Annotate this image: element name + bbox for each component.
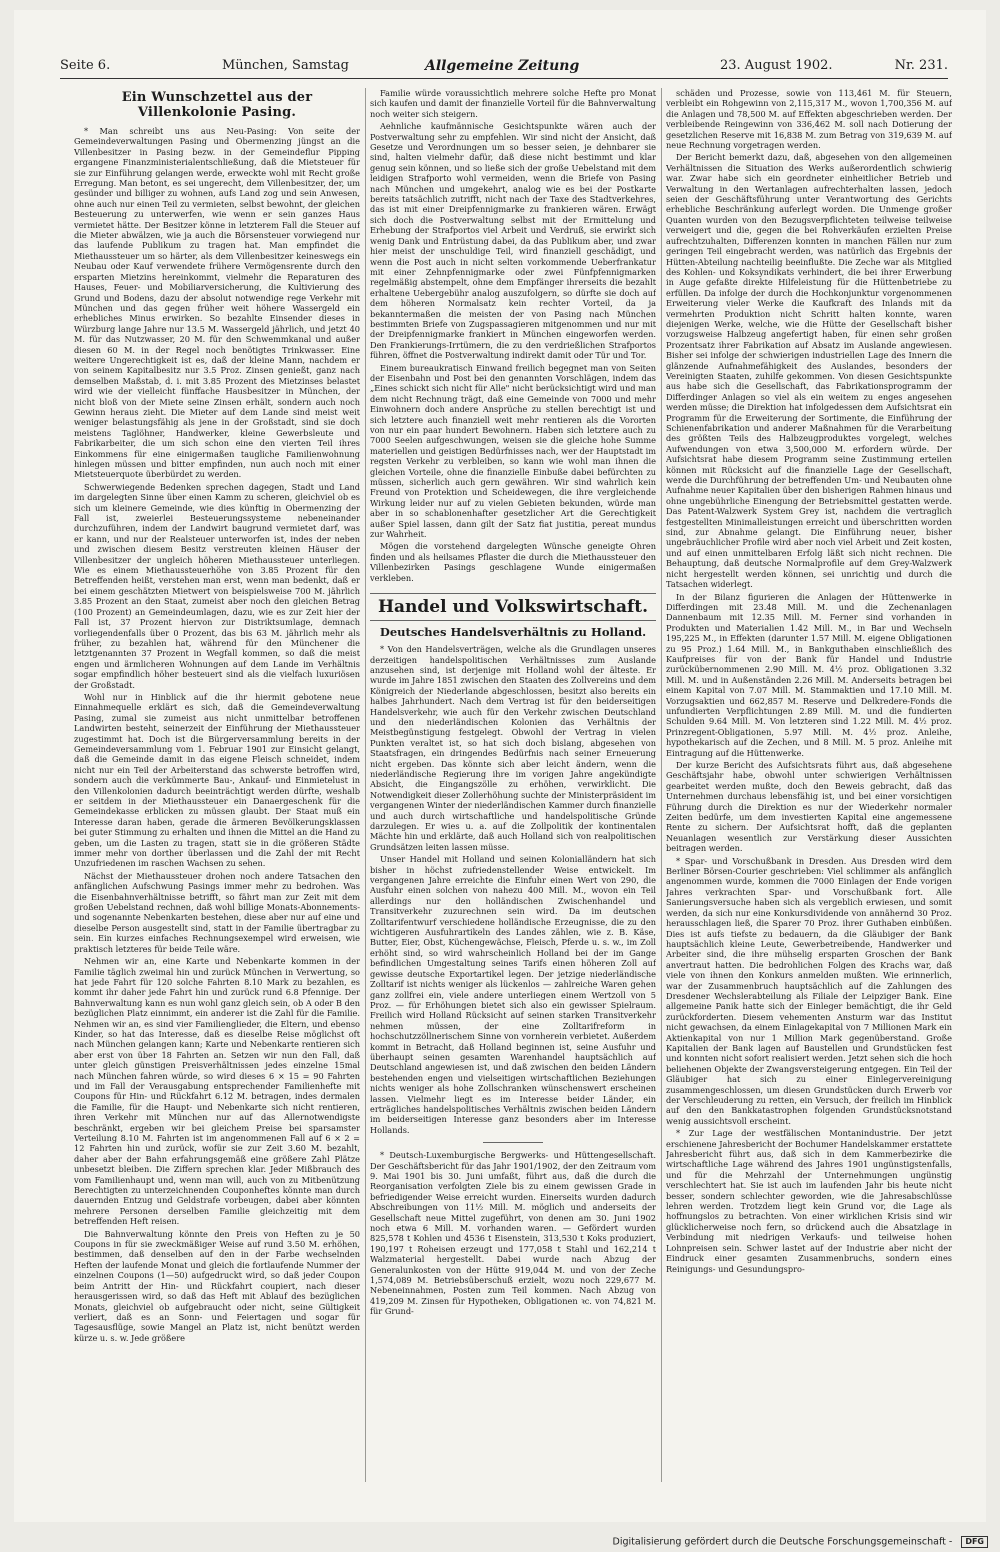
newspaper-title: Allgemeine Zeitung bbox=[425, 58, 580, 74]
column-divider bbox=[365, 88, 366, 1482]
column-2 bbox=[370, 88, 656, 1482]
separator-rule bbox=[483, 1142, 543, 1143]
article-paragraph: * Man schreibt uns aus Neu-Pasing: Von seite der Gemeindeverwaltungen Pasing und Obermenzing jüngst an die Villenbesitzer in Pasing bezw. in der Gemeindeflur Pipping ergangene Finanzministerialentschließung, daß die Mietsteuer für sie zur Einführung gelangen werde, erweckte wohl mit Recht große Erregung. Man betont, es sei ungerecht, dem Villenbesitzer, der, um gesünder und billiger zu wohnen, aufs Land zog und sein Anwesen, ohne auch nur einen Teil zu vermieten, selbst bewohnt, der gleichen Besteuerung zu unterwerfen, wie wenn er sein ganzes Haus vermietet hätte. Der Besitzer könne in letzterem Fall die Steuer auf die Mieter abwälzen, wie ja auch die Börsensteuer vorwiegend nur das laufende Publikum zu tragen hat. Man empfindet die Miethaussteuer um so härter, als dem Villenbesitzer keineswegs ein Neubau oder Kauf verwendete frühere Vermögensrente durch den ersparten Mietzins hereinkommt, vielmehr die Reparaturen des Hauses, Feuer- und Mobiliarversicherung, die Kultivierung des Grund und Bodens, dazu der absolut notwendige rege Verkehr mit München und das gegen früher weit höhere Wassergeld ein erhebliches Minus erwirken. So bezahlte Einsender dieses in Würzburg lange Jahre nur 13.5 M. Wassergeld jährlich, und jetzt 40 M. für das Nutzwasser, 20 M. für den Schwemmkanal und außer diesen 60 M. in der Regel noch benötigtes Trinkwasser. Eine weitere Ungerechtigkeit ist es, daß der kleine Mann, nachdem er von seinem Kapitalbesitz nur 3.5 Proz. Zinsen genießt, ganz nach demselben Maßstab, d. i. mit 3.85 Prozent des Mietzinses belastet wird wie der vielleicht fünffache Hausbesitzer in München, der nicht bloß von der Miete seine Zinsen erhält, sondern auch noch Gewinn heraus zieht. Die Mieter auf dem Lande sind meist weit weniger belastungsfähig als jene in der Großstadt, sind sie doch meistens Taglöhner, Handwerker, kleine Gewerbsleute und Fabrikarbeiter, die um sich schon eine den vierten Teil ihres Einkommens für eine einigermaßen taugliche Familienwohnung hinlegen müssen und bitter empfinden, nun auch noch mit einer Mietsteuerquote überbürdet zu werden. bbox=[74, 126, 360, 480]
article-paragraph: Der Bericht bemerkt dazu, daß, abgesehen von den allgemeinen Verhältnissen die Situation des Werks außerordentlich schwierig war. Zwar habe sich ein geordneter einheitlicher Betrieb und Verwaltung in den Wertanlagen aufrechterhalten lassen, jedoch seien der Geschäftsführung unter Verantwortung des Gerichts erhebliche Beschränkung auferlegt worden. Die Unmenge großer Quanten wurden von den Bezugsverpflichteten teilweise teilweise verweigert und die, gegen die bei Rohverkäufen erzielten Preise aufrechtzuhalten, Differenzen konnten in manchen Fällen nur zum geringen Teil eingebracht werden, was natürlich das Ergebnis der Hütten-Abteilung nachteilig beeinflußte. Die Zeche war als Mitglied des Kohlen- und Koksyndikats verhindert, die bei ihrer Erwerbung in Auge gefaßte direkte Hilfeleistung für die Hüttenbetriebe zu erfüllen. Da infolge der durch die Hochkonjunktur vorgenommenen Erweiterung vieler Werke die Kaufkraft des Inlands mit da vermehrten Produktion nicht Schritt halten konnte, waren diejenigen Werke, welche, wie die Hütte der Gesellschaft bisher vorzugsweise Halbzeug angefertigt haben, für einen sehr großen Prozentsatz ihrer Fabrikation auf Absatz im Auslande angewiesen. Bisher sei infolge der schwierigen industriellen Lage des Innern die glänzende Aufnahmefähigkeit des Auslandes, besonders der Vereinigten Staaten, zuhilfe gekommen. Von diesen Gesichtspunkte aus habe sich die Gesellschaft, das Fabrikationsprogramm der Differdinger Anlagen so viel als ein weitem zu enges angesehen werden müsse; die Direktion hat infolgedessen dem Aufsichtsrat ein Programm für die Erweiterung der Sortimente, die Einführung der Schienenfabrikation und anderer Maßnahmen für die Verarbeitung des größten Teils des Halbzeugproduktes vorgelegt, welches Aufwendungen von etwa 3,500,000 M. erfordern würde. Der Aufsichtsrat habe diesem Programm seine Zustimmung erteilen können mit Rücksicht auf die finanzielle Lage der Gesellschaft, werde die Durchführung der betreffenden Um- und Neubauten ohne Aufnahme neuer Kapitalien über den bisherigen Rahmen hinaus und ohne ungebührliche Einengung der Betriebsmittel gestatten werde. Das Patent-Walzwerk System Grey ist, nachdem die vertraglich festgestellten Minimalleistungen erreicht und überschritten worden sind, zur Abnahme gelangt. Die Einführung neuer, bisher ungebräuchlicher Profile wird aber noch viel Arbeit und Zeit kosten, und auf einen unmittelbaren Erfolg läßt sich nicht rechnen. Die Behauptung, daß deutsche Normalprofile auf dem Grey-Walzwerk nicht hergestellt werden können, sei unrichtig und durch die Tatsachen widerlegt. bbox=[666, 152, 952, 590]
article-paragraph: Einem bureaukratisch Einwand freilich begegnet man von Seiten der Eisenbahn und Post bei den genannten Vorschlägen, indem das „Eines schickt sich nicht für Alle" nicht berücksichtigt wird und man dem nicht Rechnung trägt, daß eine Gemeinde von 7000 und mehr Einwohnern doch andere Ansprüche zu stellen berechtigt ist und sich letztere auch finanziell weit mehr rentieren als die Vororten von nur ein paar hundert Bewohnern. Haben sich letztere auch zu 7000 Seelen aufgeschwungen, weisen sie die gleiche hohe Summe materiellen und geistigen Bedürfnisses nach, wer der Hauptstadt im regsten Verkehr zu verbleiben, so kann wie wohl man ihnen die gleichen Vorteile, ohne die finanzielle Einbuße dabei befürchten zu müssen, sicherlich auch gern gewähren. Wir sind wahrlich kein Freund von Protektion und Scheidewegen, die ihre vergleichende Wirkung leider nur auf zu vielen Gebieten bekunden, würde man aber in so schablonenhafter gesetzlicher Art die Gerechtigkeit außer Spiel lassen, dann gilt der Satz fiat justitia, pereat mundus zur Wahrheit. bbox=[370, 362, 656, 540]
place-and-day: München, Samstag bbox=[222, 58, 349, 73]
article-paragraph: Mögen die vorstehend dargelegten Wünsche geneigte Ohren finden und als heilsames Pflaster die durch die Miethaussteuer den Villenbezirken Pasings geschlagene Wunde einigermaßen verkleben. bbox=[370, 541, 656, 583]
article-paragraph: * Spar- und Vorschußbank in Dresden. Aus Dresden wird dem Berliner Börsen-Courier geschrieben: Viel schlimmer als anfänglich angenommen wurde, kommen die 7000 Einlagen der Ende vorigen Jahres verkrachten Spar- und Vorschußbank fort. Alle Sanierungsversuche haben sich als vergeblich erwiesen, und somit werden, da sich nur eine Konkursdividende von annähernd 30 Proz. herausschlagen ließ, die Sparer 70 Proz. ihrer Guthaben einbüßen. Dies ist aufs tiefste zu bedauern, da die Gläubiger der Bank hauptsächlich kleine Leute, Gewerbetreibende, Handwerker und Arbeiter sind, die ihre mühselig ersparten Groschen der Bank anvertraut hatten. Die bedrohlichen Folgen des Krachs war, daß viele von ihnen den Konkurs anmelden mußten. Wie erinnerlich, war der Zusammenbruch hauptsächlich auf die Zahlungen des Dresdener Wechslerabteilung als Filiale der Leipziger Bank. Eine allgemeine Panik hatte sich der Einleger bemächtigt, die ihr Geld zurückforderten. Diesem vehementen Ansturm war das Institut nicht gewachsen, da einem Einlagekapital von 7 Millionen Mark ein Aktienkapital von nur 1 Million Mark gegenüberstand. Große Kapitalien der Bank lagen auf Baustellen und Grundstücken fest und konnten nicht sofort realisiert werden. Jetzt sehen sich die hoch beliehenen Objekte der Zwangsversteigerung entgegen. Ein Teil der Gläubiger hat sich zu einer Einlegervereinigung zusammengeschlossen, um diesen Grundstücken durch Erwerb vor der Verschleuderung zu retten, ein Versuch, der freilich im Hinblick auf den den Bankkatastrophen folgenden Grundstücksnotstand wenig aussichtsvoll erscheint. bbox=[666, 855, 952, 1126]
article-paragraph: * Deutsch-Luxemburgische Bergwerks- und Hüttengesellschaft. Der Geschäftsbericht für das Jahr 1901/1902, der den Zeitraum vom 9. Mai 1901 bis 30. Juni umfaßt, führt aus, daß die durch die Reorganisation verfolgten Ziele bis zu einem gewissen Grade in befriedigender Weise erreicht wurden. Einerseits wurden dadurch Abschreibungen von 11½ Mill. M. möglich und anderseits der Gesellschaft neue Mittel zugeführt, von denen am 30. Juni 1902 noch etwa 6 Mill. M. vorhanden waren. — Gefördert wurden 825,578 t Kohlen und 4536 t Eisenstein, 313,530 t Koks produziert, 190,197 t Roheisen erzeugt und 177,058 t Stahl und 162,214 t Walzmaterial hergestellt. Dabei wurde nach Abzug der Generalunkosten von der Hütte 919,044 M. und von der Zeche 1,574,089 M. Betriebsüberschuß erzielt, wozu noch 229,677 M. Nebeneinnahmen, Posten zum Teil kommen. Nach Abzug von 419,209 M. Zinsen für Hypotheken, Obligationen ꝛc. von 74,821 M. für Grund- bbox=[370, 1150, 656, 1317]
article-paragraph: Unser Handel mit Holland und seinen Kolonialländern hat sich bisher in höchst zufriedenstellender Weise entwickelt. Im vergangenen Jahre erreichte die Einfuhr einen Wert von 290, die Ausfuhr einen solchen von nahezu 400 Mill. M., wovon ein Teil allerdings nur den holländischen Zwischenhandel und Transitverkehr zuzurechnen sein wird. Da im deutschen Zolltarifentwurf verschiedene holländische Erzeugnisse, die zu den wichtigeren Ausfuhrartikeln des Landes zählen, wie z. B. Käse, Butter, Eier, Obst, Küchengewächse, Fleisch, Pferde u. s. w., im Zoll erhöht sind, so wird wahrscheinlich Holland bei der im Gange befindlichen Umgestaltung seines Tarifs einen höheren Zoll auf gewisse deutsche Exportartikel legen. Der jetzige niederländische Zolltarif ist nichts weniger als lückenlos — zahlreiche Waren gehen ganz zollfrei ein, viele andere unterliegen einem Wertzoll von 5 Proz. — für Erhöhungen bietet sich also ein gewisser Spielraum. Freilich wird Holland Rücksicht auf seinen starken Transitverkehr nehmen müssen, der eine Zolltarifreform in hochschutzzöllnerischem Sinne von vornherein verbietet. Außerdem kommt in Betracht, daß Holland beginnen ist, seine Ausfuhr und überhaupt seinen gesamten Warenhandel hauptsächlich auf Deutschland angewiesen ist, und daß zwischen den beiden Ländern bestehenden engen und vielseitigen wirtschaftlichen Beziehungen nichts weniger als hohe Zollschranken wünschenswert erscheinen lassen. Vielmehr liegt es im Interesse beider Länder, ein erträgliches handelspolitisches Verhältnis zwischen beiden Ländern im beiderseitigen Interesse ganz besonders aber im Interesse Hollands. bbox=[370, 854, 656, 1135]
dfg-logo-icon: DFG bbox=[961, 1536, 988, 1548]
section-heading: Handel und Volkswirtschaft. bbox=[370, 593, 656, 621]
article-paragraph: Aehnliche kaufmännische Gesichtspunkte wären auch der Postverwaltung sehr zu empfehlen. Wir sind nicht der Ansicht, daß Gesetze und Verordnungen um so besser seien, je dehnbarer sie sind, halten vielmehr dafür, daß diese nicht bestimmt und klar genug sein können, und so ließe sich der große Uebelstand mit dem leidigen Strafporto wohl vermeiden, wenn die Briefe von Pasing nach München und umgekehrt, analog wie es bei der Postkarte bereits tatsächlich zutrifft, nicht nach der Taxe des Stadtverkehres, das ist mit einer Dreipfennigmarke zu frankieren wären. Erwägt sich doch die Postverwaltung selbst mit der Ermittelung und Erhebung der Strafportos viel Arbeit und Verdruß, sie erwirkt sich wenig Dank und Entrüstung dabei, da das Publikum aber, und zwar hier meist der unschuldige Teil, wird finanziell geschädigt, und wenn die Post auch in nicht selten vorkommende Ueberfrankatur mit einer Zehnpfennigmarke oder zwei Fünfpfennigmarken regelmäßig abstempelt, ohne dem Empfänger ihrerseits die bezahlt erhaltene Uebergebühr analog auszufolgern, so dürfte sie doch auf dem höheren Normalsatz kein rechter Vorteil, da ja bekanntermaßen die meisten der von Pasing nach München bestimmten Briefe von Zugspassagieren mitgenommen und nur mit der Dreipfennigmarke frankiert in München eingeworfen werden. Den Frankierungs-Irrtümern, die zu den verdrießlichen Strafportos führen, öffnet die Postverwaltung indirekt damit oder Tür und Tor. bbox=[370, 121, 656, 361]
article-paragraph: * Von den Handelsverträgen, welche als die Grundlagen unseres derzeitigen handelspolitischen Verhältnisses zum Auslande anzusehen sind, ist derjenige mit Holland wohl der älteste. Er wurde im Jahre 1851 zwischen den Staaten des Zollvereins und dem Königreich der Niederlande abgeschlossen, besitzt also bereits ein halbes Jahrhundert. Nach dem Vertrag ist für den beiderseitigen Handelsverkehr, wie auch für den Verkehr zwischen Deutschland und den niederländischen Kolonien das Verhältnis der Meistbegünstigung festgelegt. Obwohl der Vertrag in vielen Punkten veraltet ist, so hat sich doch bislang, abgesehen von Staatsfragen, ein dringendes Bedürfnis nach seiner Erneuerung nicht ergeben. Das könnte sich aber leicht ändern, wenn die niederländische Regierung ihre im vorigen Jahre angekündigte Absicht, die Eingangszölle zu erhöhen, verwirklicht. Die Notwendigkeit dieser Zollerhöhung suchte der Ministerpräsident im vergangenen Winter der niederländischen Kammer durch finanzielle und auch durch wirtschaftliche und handelspolitische Gründe darzulegen. Er wies u. a. auf die Zollpolitik der kontinentalen Mächte hin und erklärte, daß auch Holland sich von realpolitischen Grundsätzen leiten lassen müsse. bbox=[370, 644, 656, 852]
article-paragraph: schäden und Prozesse, sowie von 113,461 M. für Steuern, verbleibt ein Rohgewinn von 2,115,317 M., wovon 1,700,356 M. auf die Anlagen und 78,500 M. auf Effekten abgeschrieben werden. Der verbleibende Reingewinn von 336,462 M. soll nach Dotierung der gesetzlichen Reserve mit 16,838 M. zum Betrag von 319,639 M. auf neue Rechnung vorgetragen werden. bbox=[666, 88, 952, 151]
column-divider bbox=[661, 88, 662, 1482]
issue-date: 23. August 1902. bbox=[720, 58, 833, 73]
article-paragraph: Nehmen wir an, eine Karte und Nebenkarte kommen in der Familie täglich zweimal hin und zurück München in Verwertung, so hat jede Fahrt für 120 solche Fahrten 8.10 Mark zu bezahlen, es kommt ihr daher jede Fahrt hin und zurück rund 6.8 Pfennige. Der Bahnverwaltung kann es nun wohl ganz gleich sein, ob A oder B den bezüglichen Platz einnimmt, ein anderer ist die Zahl für die Familie. Nehmen wir an, es sind vier Familienglieder, die Eltern, und ebenso Kinder, so hat das Interesse, daß es dieselbe Reise möglichst oft nach München gelangen kann; Karte und Nebenkarte rentieren sich aber erst von über 18 Fahrten an. Setzen wir nun den Fall, daß unter gleich günstigen Preisverhältnissen jedes einzelne 15mal nach München fahren würde, so wird dieses 6 × 15 = 90 Fahrten und im Fall der Verausgabung entsprechender Familienhefte mit Coupons für Hin- und Rückfahrt 6.12 M. betragen, indes dermalen die Familie, für die Haupt- und Nebenkarte sich nicht rentieren, ihren Verkehr mit München nur auf das Allernotwendigste beschränkt, ergeben wir bei gleichem Preise bei sparsamster Verteilung 8.10 M. Fahrten ist im angenommenen Fall auf 6 × 2 = 12 Fahrten hin und zurück, wofür sie zur Zeit 3.60 M. bezahlt, daher aber der Bahn erfahrungsgemäß eine größere Zahl Plätze unbesetzt bleiben. Die Ziffern sprechen klar. Jeder Mißbrauch des vom Familienhaupt und, wenn man will, auch von zu Mitbenützung Berechtigten zu unterzeichnenden Couponheftes könnte man durch dauernden Entzug und Geldstrafe vorbeugen, dabei aber könnten mehrere Personen derselben Familie gleichzeitig mit dem betreffenden Heft reisen. bbox=[74, 956, 360, 1227]
article-paragraph: Die Bahnverwaltung könnte den Preis von Heften zu je 50 Coupons in für sie zweckmäßiger Weise auf rund 3.50 M. erhöhen, bestimmen, daß denselben auf den in der Farbe wechselnden Heften der laufende Monat und gleich die fortlaufende Nummer der einzelnen Coupons (1—50) aufgedruckt wird, so daß jeder Coupon beim Antritt der Hin- und Rückfahrt coupiert, nach dieser herausgerissen wird, so daß das Heft mit Ablauf des bezüglichen Monats, gleichviel ob aufgebraucht oder nicht, seine Gültigkeit verliert, daß es an Sonn- und Feiertagen und sogar für Tagesausflüge, sowie Mangel an Platz ist, nicht benützt werden kürze u. s. w. Jede größere bbox=[74, 1228, 360, 1343]
article-paragraph: * Zur Lage der westfälischen Montanindustrie. Der jetzt erschienene Jahresbericht der Bochumer Handelskammer erstattete Jahresbericht führt aus, daß sich in dem Kammerbezirke die wirtschaftliche Lage während des Jahres 1901 ungünstigstenfalls, und für die Mehrzahl der Unternehmungen ungünstig verschlechtert hat. Sie ist auch im laufenden Jahr bis heute nicht besser, sondern schlechter geworden, wie die Jahresabschlüsse lehren werden. Trotzdem liegt kein Grund vor, die Lage als hoffnungslos zu betrachten. Von einer wirklichen Krisis sind wir glücklicherweise noch fern, so drückend auch die Absatzlage in Verbindung mit niedrigen Verkaufs- und teilweise hohen Lohnpreisen sein. Schwer lastet auf der Industrie aber nicht der Eindruck einer gesamten Zusammenbruchs, sondern eines Reinigungs- und Gesundungspro- bbox=[666, 1128, 952, 1274]
newspaper-page bbox=[14, 10, 986, 1522]
column-3 bbox=[666, 88, 952, 1482]
digitization-footer bbox=[468, 1536, 988, 1548]
page-number: Seite 6. bbox=[60, 58, 111, 73]
article-paragraph: Familie würde voraussichtlich mehrere solche Hefte pro Monat sich kaufen und damit der finanzielle Vorteil für die Bahnverwaltung noch weiter sich steigern. bbox=[370, 88, 656, 119]
article-paragraph: Schwerwiegende Bedenken sprechen dagegen, Stadt und Land im dargelegten Sinne über einen Kamm zu scheren, gleichviel ob es sich um kleinere Gemeinde, wie dies künftig in Obermenzing der Fall ist, zweierlei Besteuerungssysteme nebeneinander durchzuführen, indem der Landwirt baugrund vermietet darf, was er kann, und nur der Realsteuer unterworfen ist, indes der neben und zwischen diesem Besitz verstreuten kleinen Häuser der Villenbesitzer der ungleich höheren Miethaussteuer unterliegen. Wie es einem Miethaussteuerhöhe von 3.85 Prozent für den Betreffenden heißt, verstehen man erst, wenn man bedenkt, daß er bei einem geschätzten Mietwert von beispielsweise 700 M. jährlich 3.85 Prozent an den Staat, zumeist aber noch den gleichen Betrag (100 Prozent) an Gemeindeumlagen, dazu, wie es zur Zeit hier der Fall ist, 37 Prozent hiervon zur Distriktsumlage, demnach vorliegendenfalls über 0 Prozent, das bis 63 M. jährlich mehr als früher, zu bezahlen hat, während für den Münchener die letztgenannten 37 Prozent in Wegfall kommen, so daß die meist engen und ärmlicheren Wohnungen auf dem Lande im Verhältnis sogar empfindlich höher besteuert sind als die vielfach luxuriösen der Großstadt. bbox=[74, 481, 360, 690]
issue-number: Nr. 231. bbox=[894, 58, 948, 73]
column-1 bbox=[74, 88, 360, 1482]
article-paragraph: Nächst der Miethaussteuer drohen noch andere Tatsachen den anfänglichen Aufschwung Pasings immer mehr zu bedrohen. Was die Eisenbahnverhältnisse betrifft, so fährt man zur Zeit mit dem großen Uebelstand rechnen, daß wohl billige Monats-Abonnements- und sogenannte Nebenkarten bestehen, diese aber nur auf eine und dieselbe Person ausgestellt sind, statt in der Familie übertragbar zu sein. Ein kurzes einfaches Rechnungsexempel wird erweisen, wie praktisch letzteres für beide Teile wäre. bbox=[74, 870, 360, 954]
article-subheading: Deutsches Handelsverhältnis zu Holland. bbox=[379, 625, 647, 640]
article-paragraph: Wohl nur in Hinblick auf die ihr hiermit gebotene neue Einnahmequelle erklärt es sich, daß die Gemeindeverwaltung Pasing, zumal sie zumeist aus nicht unmittelbar betroffenen Landwirten besteht, seinerzeit der Einführung der Miethaussteuer zugestimmt hat. Doch ist die Bürgerversammlung bereits in der Gemeindeversammlung vom 1. Februar 1901 zur Einsicht gelangt, daß die Gemeinde damit in das eigene Fleisch schneidet, indem nicht nur ein Teil der Arbeiterstand das schwerste betroffen wird, sondern auch die verkümmerte Bau-, Ankauf- und Einmietelust in den Villenkolonien dadurch beeinträchtigt werden dürfte, weshalb er seitdem in der Miethaussteuer ein Danaergeschenk für die Gemeindekasse erblicken zu müssen glaubt. Der Staat muß ein Interesse daran haben, gerade die ärmeren Bevölkerungsklassen bei guter Stimmung zu erhalten und ihnen die Mittel an die Hand zu geben, um die Lasten zu tragen, statt sie in die größeren Städte immer mehr von dorther überlassen und die Zahl der mit Recht Unzufriedenen im raschen Wachsen zu sehen. bbox=[74, 691, 360, 869]
article-paragraph: In der Bilanz figurieren die Anlagen der Hüttenwerke in Differdingen mit 23.48 Mill. M. und die Zechenanlagen Dannenbaum mit 12.35 Mill. M. Ferner sind vorhanden in Produkten und Materialien 1.42 Mill. M., in Bar und Wechseln 195,225 M., in Effekten (darunter 1.57 Mill. M. eigene Obligationen zu 95 Proz.) 1.64 Mill. M., in Bankguthaben einschließlich des Kaufpreises für von der Bank für Handel und Industrie zurückübernommenen 2.90 Mill. M. 4½ proz. Obligationen 3.32 Mill. M. und in Außenständen 2.26 Mill. M. Anderseits betragen bei einem Kapital von 7.07 Mill. M. Stammaktien und 17.10 Mill. M. Vorzugsaktien und 662,857 M. Reserve und Delkredere-Fonds die unfundierten Verpflichtungen 2.89 Mill. M. und die fundierten Schulden 9.64 Mill. M. Von letzteren sind 1.22 Mill. M. 4½ proz. Prinzregent-Obligationen, 5.97 Mill. M. 4½ proz. Anleihe, hypothekarisch auf die Zechen, und 8 Mill. M. 5 proz. Anleihe mit Eintragung auf die Hüttenwerke. bbox=[666, 591, 952, 758]
article-headline: Ein Wunschzettel aus der Villenkolonie Pasing. bbox=[121, 90, 313, 120]
footer-text: Digitalisierung gefördert durch die Deutsche Forschungsgemeinschaft - bbox=[612, 1536, 953, 1548]
masthead bbox=[60, 58, 948, 79]
article-paragraph: Der kurze Bericht des Aufsichtsrats führt aus, daß abgesehene Geschäftsjahr habe, obwohl unter schwierigen Verhältnissen gearbeitet werden mußte, doch den Beweis gebracht, daß das Unternehmen durchaus lebensfähig ist, und bei einer vorsichtigen Führung durch die Direktion es nur der Wiederkehr normaler Zeiten bedürfe, um dem investierten Kapital eine angemessene Rente zu sichern. Der Aufsichtsrat hofft, daß die geplanten Neuanlagen wesentlich zur Verstärkung dieser Aussichten beitragen werden. bbox=[666, 760, 952, 854]
